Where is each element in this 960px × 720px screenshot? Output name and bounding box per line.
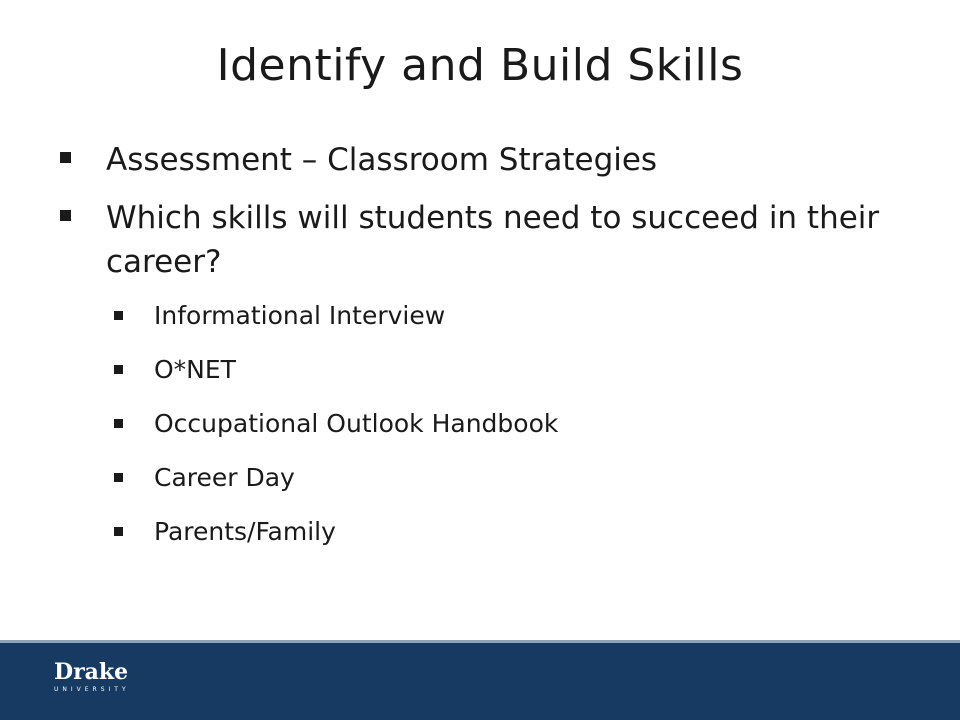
sub-bullet-text: O*NET — [154, 355, 236, 384]
sub-bullet-text: Occupational Outlook Handbook — [154, 409, 559, 438]
sub-bullet-text: Parents/Family — [154, 517, 336, 546]
square-bullet-icon — [114, 311, 123, 320]
sub-bullet-list — [58, 298, 928, 550]
square-bullet-icon — [60, 152, 71, 163]
square-bullet-icon — [114, 527, 123, 536]
sub-bullet-item — [58, 460, 928, 496]
square-bullet-icon — [114, 473, 123, 482]
drake-university-logo — [54, 660, 144, 700]
bullet-item — [58, 138, 928, 182]
bullet-text: Assessment – Classroom Strategies — [106, 142, 658, 178]
square-bullet-icon — [114, 365, 123, 374]
sub-bullet-text: Informational Interview — [154, 301, 446, 330]
sub-bullet-item — [58, 406, 928, 442]
bullet-text: Which skills will students need to succeed in their career? — [106, 200, 880, 280]
logo-subtext: UNIVERSITY — [54, 686, 130, 693]
square-bullet-icon — [114, 419, 123, 428]
sub-bullet-item — [58, 514, 928, 550]
footer-band — [0, 643, 960, 720]
slide-title: Identify and Build Skills — [216, 40, 744, 91]
sub-bullet-item — [58, 352, 928, 388]
sub-bullet-text: Career Day — [154, 463, 295, 492]
square-bullet-icon — [60, 210, 71, 221]
bullet-list — [58, 138, 928, 568]
sub-bullet-item — [58, 298, 928, 334]
bullet-item — [58, 196, 928, 284]
logo-wordmark: Drake — [54, 659, 129, 685]
